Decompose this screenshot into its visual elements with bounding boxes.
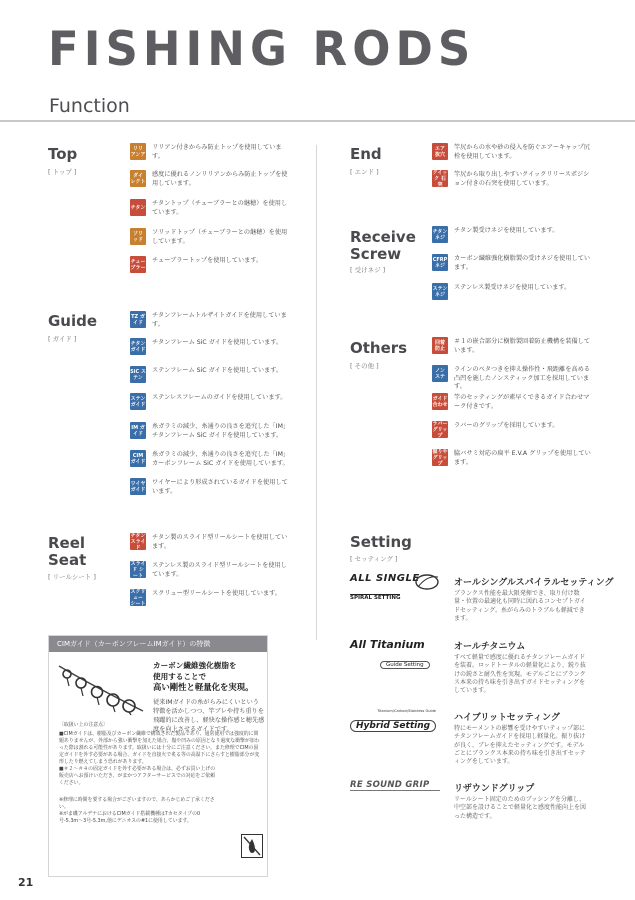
feature-badge-icon: CIM ガイド: [130, 450, 146, 467]
cim-guide-box-header: CIMガイド（カーボンフレームIMガイド）の特徴: [49, 636, 267, 652]
receive-screw-title-line2: Screw: [350, 245, 402, 263]
all-single-logo: [350, 573, 440, 603]
feature-item: [432, 449, 592, 467]
feature-badge-icon: リリ アンア: [130, 143, 146, 160]
section-setting-sub: [ セッティング ]: [350, 555, 398, 563]
resound-grip-logo-text: RE SOUND GRIP: [350, 780, 440, 791]
feature-badge-icon: TZ ガイド: [130, 311, 146, 328]
feature-item: [432, 283, 592, 300]
feature-item: [130, 450, 290, 468]
section-top-sub: [ トップ ]: [48, 168, 77, 176]
section-others-title: Others: [350, 339, 408, 357]
section-reel-seat-title: [48, 535, 86, 569]
section-end-sub: [ エンド ]: [350, 168, 379, 176]
feature-text: 竿のセッティングが素早くできるガイド合わせマーク付きです。: [454, 394, 590, 410]
setting-hybrid-desc: 特にモーメントの影響を受けやすいティップ部にチタンフレームガイドを採用し軽量化。振り抜けが良く、ブレを抑えたセッティングです。モデルごとにブランクス本来の持ち味を引き出すセッティングをしています。: [454, 725, 586, 766]
page-number: 21: [18, 876, 34, 889]
feature-item: [130, 422, 290, 440]
cim-headline-line3: 高い剛性と軽量化を実現。: [153, 682, 254, 692]
feature-item: [130, 338, 290, 355]
feature-badge-icon: 回着 防止: [432, 337, 448, 354]
feature-text: チタン製受けネジを使用しています。: [454, 227, 559, 234]
feature-badge-icon: ワイヤ ガイド: [130, 478, 146, 495]
section-top-title: Top: [48, 145, 78, 163]
title-divider: [0, 120, 635, 122]
all-titanium-logo-line2: Guide Setting: [380, 661, 430, 669]
feature-text: チタンフレームトルザイトガイドを使用しています。: [152, 312, 287, 328]
all-single-logo-line2: SPIRAL SETTING: [350, 595, 401, 601]
feature-badge-icon: エア 抜穴: [432, 143, 448, 160]
feature-item: [432, 421, 592, 438]
receive-screw-title-line1: Receive: [350, 228, 416, 246]
feature-text: 竿尻から取り出しやすいクイックリリースポジション付きの石突を使用しています。: [454, 171, 590, 187]
feature-badge-icon: チタン ガイド: [130, 338, 146, 355]
feature-item: [130, 143, 290, 161]
feature-item: [432, 170, 592, 188]
feature-text: ラバーのグリップを採用しています。: [454, 422, 559, 429]
reel-seat-title-line2: Seat: [48, 551, 87, 569]
section-setting-title: Setting: [350, 533, 412, 551]
feature-text: ソリッドトップ（チューブラーとの継穂）を使用しています。: [152, 229, 288, 245]
cim-notes-title: 〔取扱い上の注意点〕: [59, 722, 108, 728]
feature-item: [130, 199, 290, 217]
feature-badge-icon: クイック 石突: [432, 169, 448, 188]
feature-badge-icon: チタン スライド: [130, 532, 146, 551]
page-title: FISHING RODS: [48, 20, 476, 77]
hybrid-setting-logo: [350, 709, 440, 732]
feature-item: [130, 393, 290, 410]
section-guide-title: Guide: [48, 312, 98, 330]
setting-all-titanium-desc: すべて軽量で感度に優れるチタンフレームガイドを装着。ロッドトータルの軽量化により、鋭り抜けの鋭さと耐久性を実現。モデルごとにブランクス本来の持ち味を引き出すガイドセッティングをしています。: [454, 654, 586, 695]
feature-badge-icon: ノン ステ: [432, 365, 448, 382]
feature-item: [432, 143, 592, 161]
feature-badge-icon: ラバー グリップ: [432, 420, 448, 439]
section-guide-sub: [ ガイド ]: [48, 335, 77, 343]
feature-badge-icon: ステン ネジ: [432, 283, 448, 300]
feature-text: 感度に優れるノンリリアンからみ防止トップを使用しています。: [152, 171, 288, 187]
setting-all-single-name: オールシングルスパイラルセッティング: [454, 578, 614, 588]
all-titanium-logo: [350, 638, 440, 670]
feature-item: [432, 365, 592, 392]
cim-handling-notes: [59, 722, 261, 825]
section-others-sub: [ その他 ]: [350, 362, 379, 370]
feature-text: 脇バサミ対応の扁平 E.V.A グリップを使用しています。: [454, 450, 591, 466]
spiral-icon: [414, 573, 440, 591]
feature-badge-icon: 握りや グリップ: [432, 448, 448, 467]
all-titanium-logo-line1: All Titanium: [350, 638, 425, 651]
feature-badge-icon: ガイド 合わせ: [432, 393, 448, 410]
section-end-title: End: [350, 145, 382, 163]
feature-item: [130, 170, 290, 188]
feature-text: ステンフレーム SiC ガイドを使用しています。: [152, 367, 283, 374]
feature-item: [130, 366, 290, 383]
feature-badge-icon: スライド シート: [130, 560, 146, 579]
feature-text: チューブラートップを使用しています。: [152, 257, 263, 264]
feature-text: ＃１の嵌合部分に樹脂製回着防止機構を装備しています。: [454, 338, 591, 354]
feature-badge-icon: SiC ステン: [130, 366, 146, 383]
feature-text: ステンレスフレームのガイドを使用しています。: [152, 394, 287, 401]
setting-all-titanium-name: オールチタニウム: [454, 642, 526, 652]
feature-badge-icon: CFRP ネジ: [432, 254, 448, 271]
no-fire-warning-icon: [241, 834, 263, 858]
feature-text: ステンレス製受けネジを使用しています。: [454, 284, 571, 291]
feature-badge-icon: チュー ブラー: [130, 256, 146, 273]
section-receive-screw-title: [350, 229, 416, 263]
feature-badge-icon: ソリ ッド: [130, 228, 146, 245]
feature-text: 糸ガラミの減少、糸通りの良さを追究した「IM」チタンフレーム SiC ガイドを使用しています。: [152, 423, 290, 439]
cim-note-2: ■＃２～＃４の固定ガイドを外す必要がある場合は、必ずお買い上げの販売店へお預けいただき、がまかつアフターサービスでの対応をご依頼ください。: [59, 766, 216, 786]
feature-text: リリアン付きからみ防止トップを使用しています。: [152, 144, 282, 160]
cim-note-4: ※がま磯アルデナにおけるCIMガイド搭載機種は7カセタイプの0号-5.3m〜3号-5.3m,他にデニオスの#1に使用しています。: [59, 811, 201, 824]
feature-item: [130, 533, 290, 551]
feature-item: [130, 561, 290, 579]
feature-text: 糸ガラミの減少、糸通りの良さを追究した「IM」カーボンフレーム SiC ガイドを使用しています。: [152, 451, 290, 467]
hybrid-setting-logo-line1: Titanium/Carbon/Stainless Guide: [377, 709, 436, 713]
feature-badge-icon: ステン ガイド: [130, 393, 146, 410]
resound-grip-logo: [350, 780, 440, 791]
feature-item: [432, 254, 592, 272]
setting-resound-name: リザウンドグリップ: [454, 784, 535, 794]
feature-text: スクリュー型リールシートを使用しています。: [152, 590, 281, 597]
hybrid-setting-logo-line2: Hybrid Setting: [350, 720, 436, 732]
setting-all-single-desc: ブランクス性能を最大限発揮でき、取り付け数量・位置の最適化も同時に図れるコンセプトガイドセッティング。糸がらみのトラブルも軽減できます。: [454, 590, 586, 622]
feature-text: 竿尻からの水や砂の侵入を防ぐエアーキャップ尻栓を使用しています。: [454, 144, 590, 160]
feature-text: ラインのベタつきを抑え操作性・飛距離を高める凸凹を施したノンスティック加工を採用しています。: [454, 366, 590, 390]
feature-item: [130, 589, 290, 606]
feature-badge-icon: IM ガイド: [130, 422, 146, 439]
feature-badge-icon: チタン: [130, 199, 146, 216]
section-receive-screw-sub: [ 受けネジ ]: [350, 266, 386, 274]
feature-item: [432, 393, 592, 411]
setting-hybrid-name: ハイブリットセッティング: [454, 713, 560, 723]
feature-item: [130, 311, 290, 329]
all-single-logo-line1: ALL SINGLE: [350, 573, 420, 584]
cim-headline: [153, 660, 254, 693]
feature-badge-icon: スクリュー シート: [130, 588, 146, 607]
cim-description: 従来IMガイドの糸がらみにくいという特徴を活かしつつ、竿ブレや持ち重りを飛躍的に改善し、軽快な操作感と穂先感度を向上させるガイドです。: [153, 699, 265, 733]
feature-text: チタントップ（チューブラーとの継穂）を使用しています。: [152, 200, 288, 216]
cim-note-3: ※修理に時間を要する場合がございますので、あらかじめご了承ください。: [59, 797, 215, 810]
cim-headline-line2: 使用することで: [153, 672, 207, 681]
page-subtitle: Function: [49, 95, 130, 117]
feature-text: カーボン繊維強化樹脂製の受けネジを使用しています。: [454, 255, 591, 271]
feature-text: ステンレス製のスライド型リールシートを使用しています。: [152, 562, 287, 578]
feature-item: [130, 228, 290, 246]
feature-item: [130, 478, 290, 496]
feature-text: ワイヤーにより形成されているガイドを使用しています。: [152, 479, 288, 495]
feature-badge-icon: チタン ネジ: [432, 226, 448, 243]
feature-text: チタンフレーム SiC ガイドを使用しています。: [152, 339, 283, 346]
cim-guide-feature-box: [48, 635, 268, 877]
feature-item: [432, 226, 592, 243]
section-reel-seat-sub: [ リールシート ]: [48, 573, 96, 581]
feature-badge-icon: ダイ レクト: [130, 170, 146, 187]
reel-seat-title-line1: Reel: [48, 534, 86, 552]
cim-guide-rod-illustration: [53, 656, 148, 716]
setting-resound-desc: リールシート固定のためのブッシングを分離し、中空部を設けることで軽量化と感度性能向上を図った構造です。: [454, 796, 587, 820]
feature-text: チタン製のスライド型リールシートを使用しています。: [152, 534, 288, 550]
cim-headline-line1: カーボン繊維強化樹脂を: [153, 661, 237, 670]
column-divider: [316, 145, 317, 640]
feature-item: [130, 256, 290, 273]
cim-note-1: ■CIMガイドは、樹脂及びカーボン繊維で構成された製品であり、通常使用では強度的に問題ありませんが、外部から強い衝撃を加えた場合、傷や凹みの原因となり過度な衝撃が加わった際は割れる可能性があります。取扱いには十分にご注意ください。また修理でCIMの固定ガイドを外す必要がある場合、ガイドを直接火で炙る等の高温下にさらすと樹脂部分が変形したり燃えてしまう恐れがあります。: [59, 731, 260, 765]
feature-item: [432, 337, 592, 355]
